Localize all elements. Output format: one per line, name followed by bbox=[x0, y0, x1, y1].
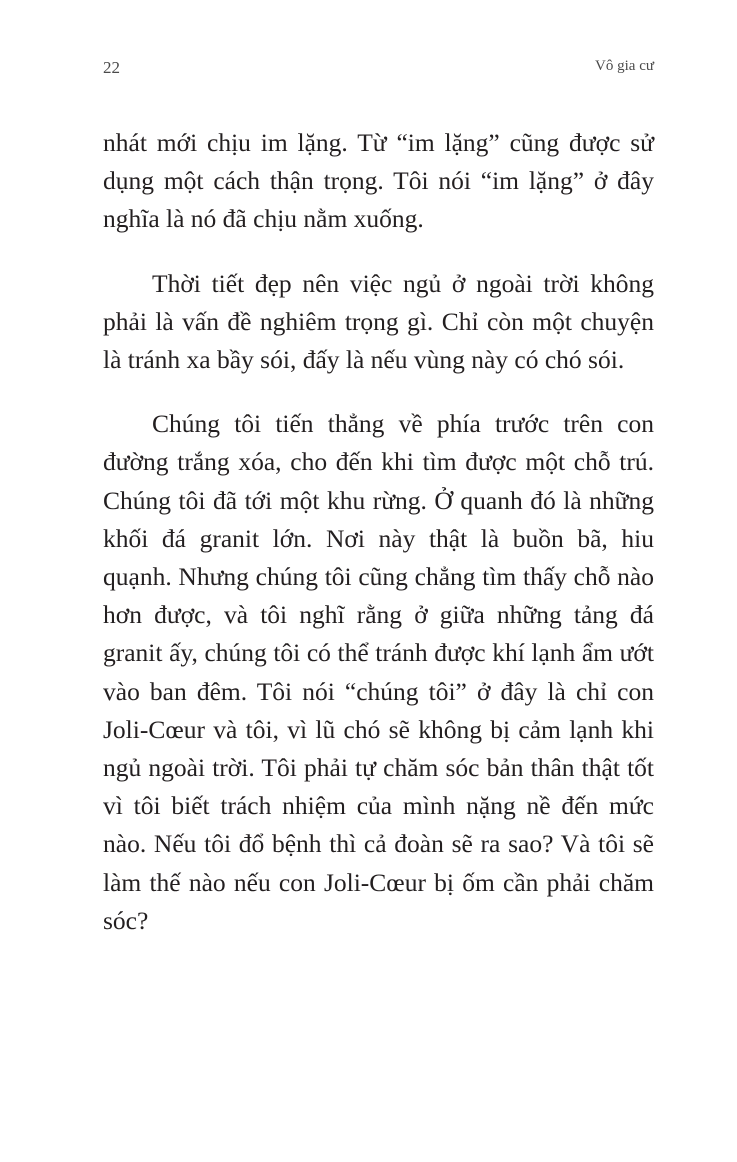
body-text bbox=[103, 124, 654, 940]
paragraph-1: nhát mới chịu im lặng. Từ “im lặng” cũng được sử dụng một cách thận trọng. Tôi nói “im lặng” ở đây nghĩa là nó đã chịu nằm xuống. bbox=[103, 128, 654, 234]
paragraph-3: Chúng tôi tiến thẳng về phía trước trên con đường trắng xóa, cho đến khi tìm được một chỗ trú. Chúng tôi đã tới một khu rừng. Ở quanh đó là những khối đá granit lớn. Nơi này thật là buồn bã, hiu quạnh. Nhưng chúng tôi cũng chẳng tìm thấy chỗ nào hơn được, và tôi nghĩ rằng ở giữa những tảng đá granit ấy, chúng tôi có thể tránh được khí lạnh ẩm ướt vào ban đêm. Tôi nói “chúng tôi” ở đây là chỉ con Joli-Cœur và tôi, vì lũ chó sẽ không bị cảm lạnh khi ngủ ngoài trời. Tôi phải tự chăm sóc bản thân thật tốt vì tôi biết trách nhiệm của mình nặng nề đến mức nào. Nếu tôi đổ bệnh thì cả đoàn sẽ ra sao? Và tôi sẽ làm thế nào nếu con Joli-Cœur bị ốm cần phải chăm sóc? bbox=[103, 409, 654, 935]
book-title: Vô gia cư bbox=[595, 58, 654, 74]
running-header bbox=[103, 58, 654, 82]
paragraph-2: Thời tiết đẹp nên việc ngủ ở ngoài trời không phải là vấn đề nghiêm trọng gì. Chỉ còn một chuyện là tránh xa bầy sói, đấy là nếu vùng này có chó sói. bbox=[103, 268, 654, 375]
page-number: 22 bbox=[103, 58, 120, 77]
